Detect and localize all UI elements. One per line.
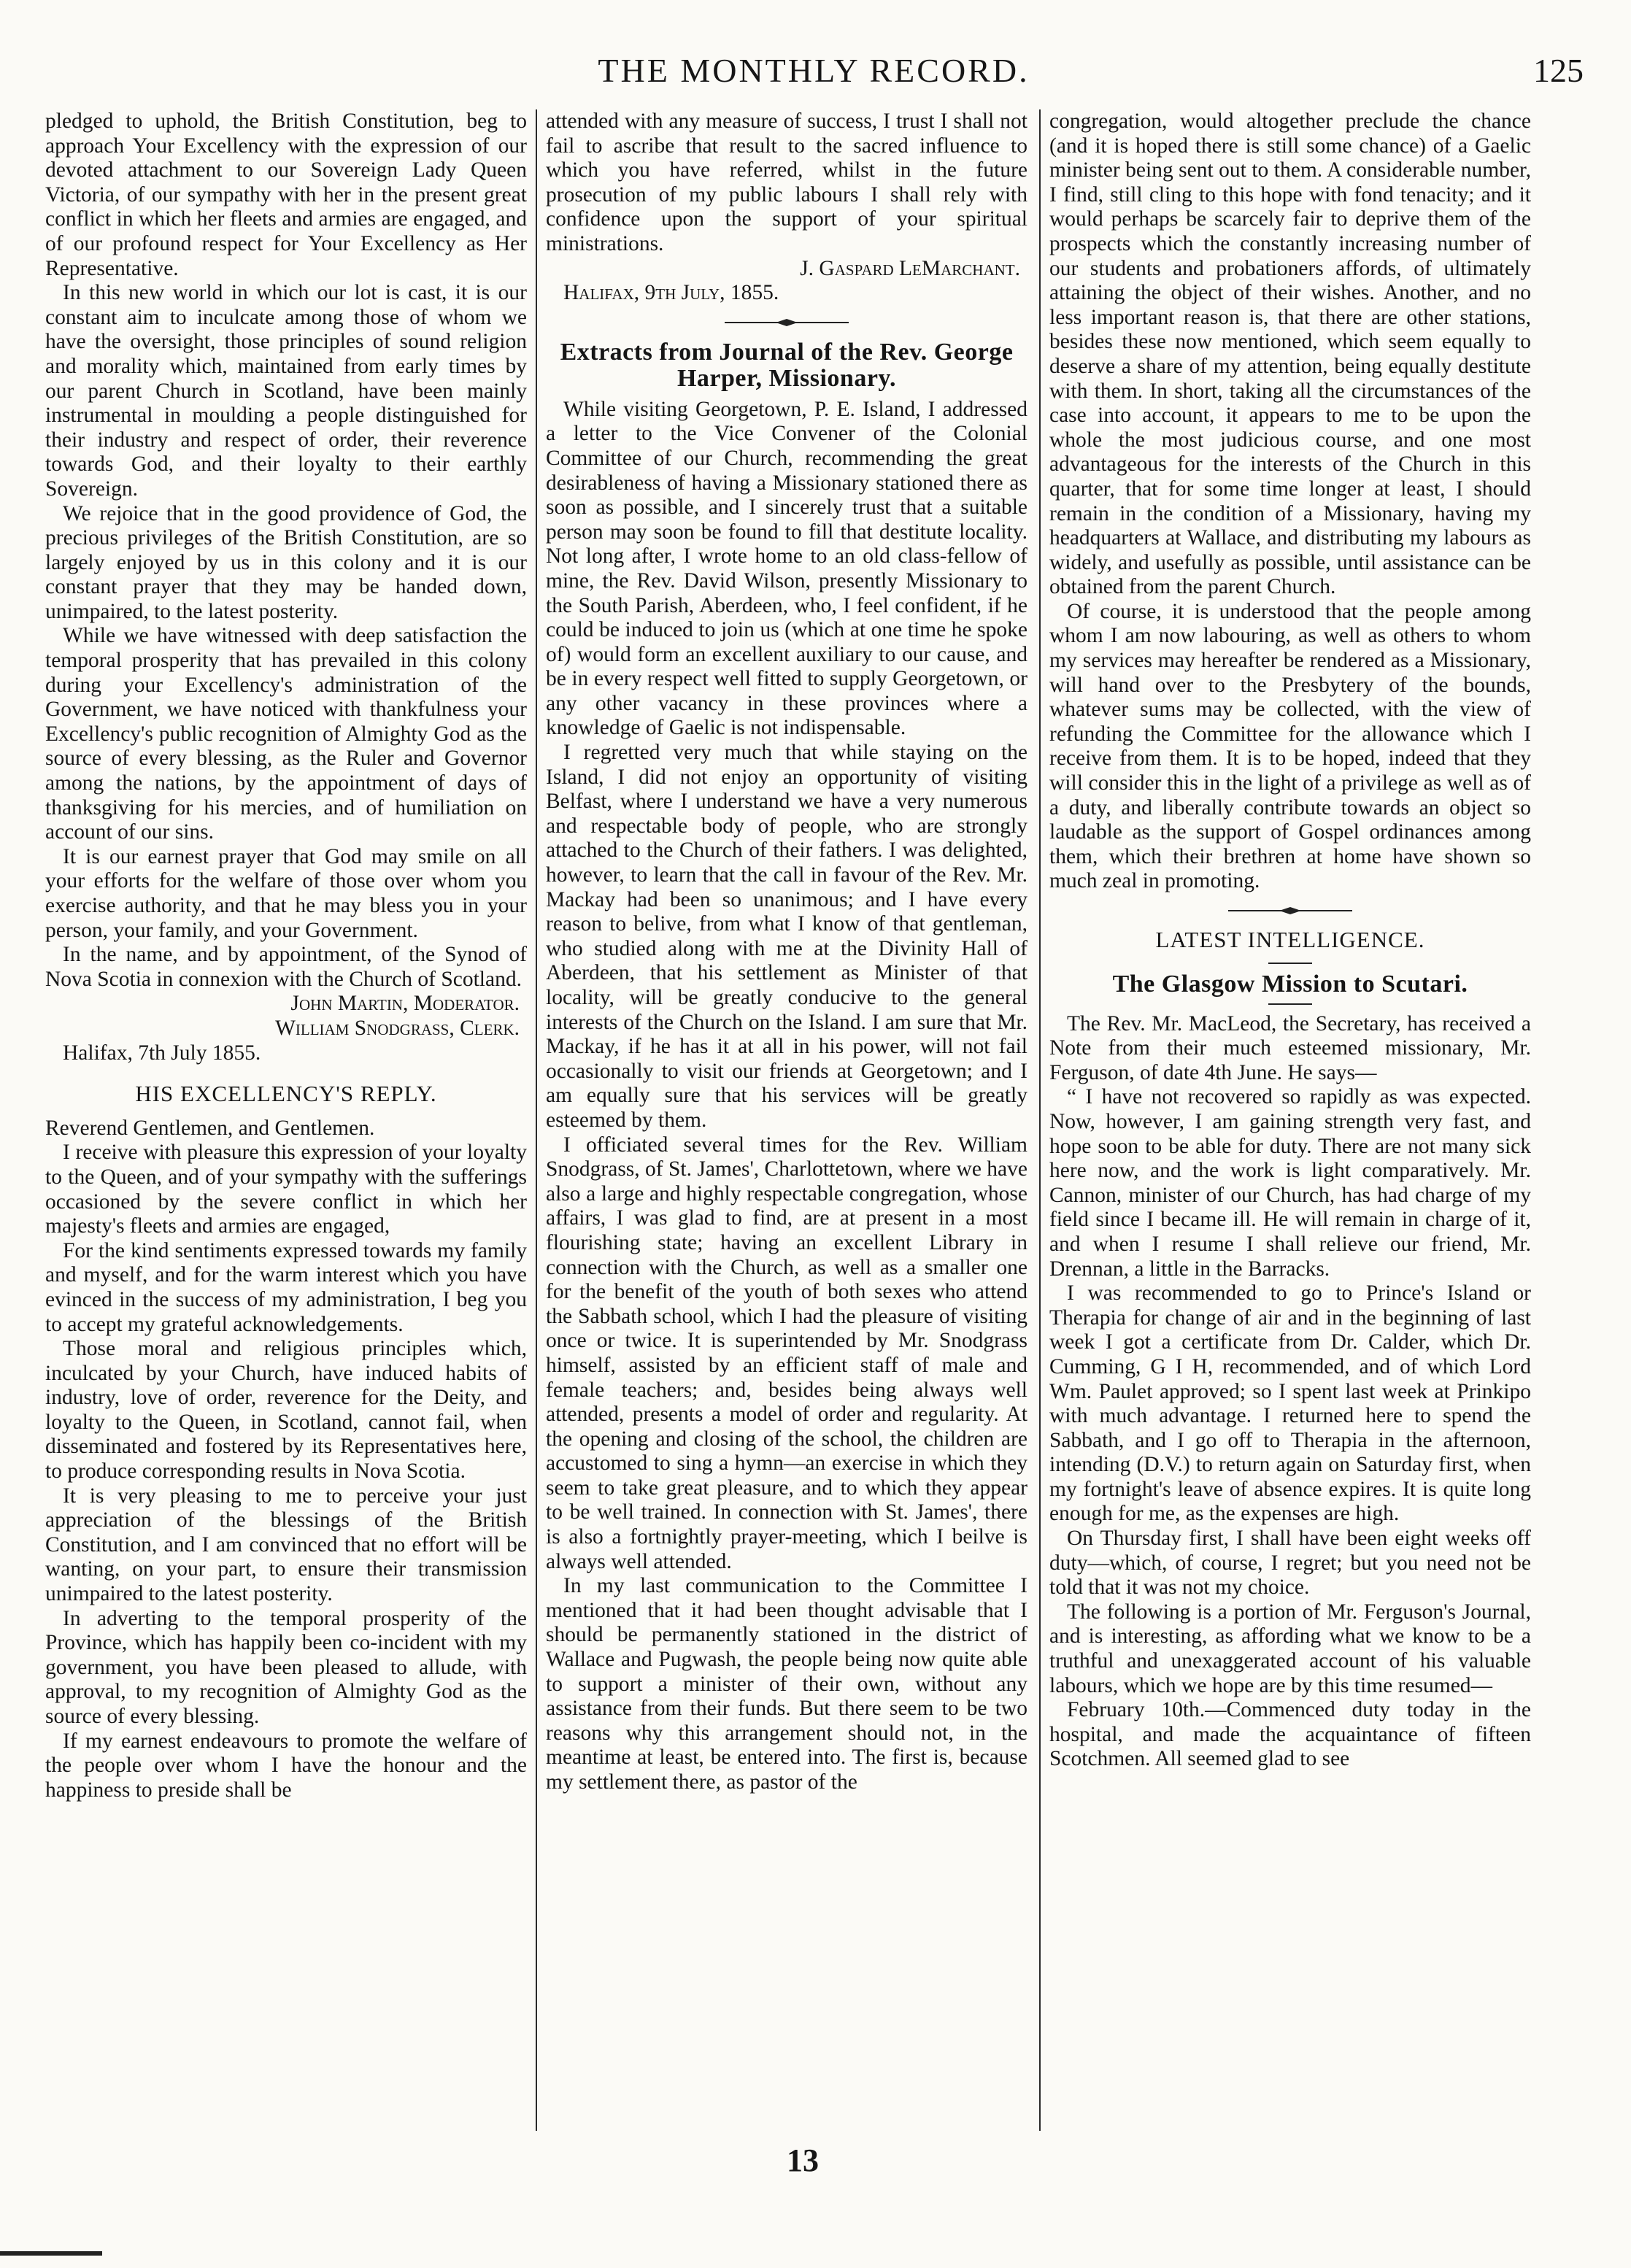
news-paragraph: The following is a portion of Mr. Ferguson's Journal, and is interesting, as affording what we know to be a truthful and unexaggerated account of his valuable labours, which we hope are by this time resumed— (1049, 1600, 1531, 1697)
page-header (44, 45, 1584, 104)
column-rule-left (536, 109, 537, 2131)
place-date: Halifax, 9th July, 1855. (563, 281, 779, 305)
journal-paragraph: I regretted very much that while staying on the Island, I did not enjoy an opportunity of visiting Belfast, where I understand we have a very numerous and respectable body of people, who are strongly attached to the Church of their fathers. I was delighted, however, to learn that the call in favour of the Rev. Mr. Mackay had been so unanimous; and I have every reason to belive, from what I know of that gentleman, who studied along with me at the Divinity Hall of Aberdeen, that his settlement as Minister of that locality, will be greatly conducive to the general interests of the Church on the Island. I am sure that Mr. Mackay, if he has it at all in his power, will not fail occasionally to visit our friends at Georgetown; and I am equally sure that his services will be greatly esteemed by them. (546, 741, 1027, 1132)
journal-heading: Extracts from Journal of the Rev. George Harper, Missionary. (560, 338, 1014, 392)
signature-mark: 13 (787, 2142, 819, 2178)
letter-paragraph: “ I have not recovered so rapidly as was expected. Now, however, I am gaining strength very fast, and hope soon to be able for duty. There are not many sick here now, and the work is light comparatively. Mr. Cannon, minister of our Church, has had charge of my field since I became ill. He will remain in charge of it, and when I resume I shall relieve our friend, Mr. Drennan, a little in the Barracks. (1049, 1085, 1531, 1281)
column-2 (546, 109, 1027, 2131)
address-paragraph: While we have witnessed with deep satisfaction the temporal prosperity that has prevailed in this colony during your Excellency's administration of the Government, we have noticed with thankfulness your Excellency's public recognition of Almighty God as the source of every blessing, as the Ruler and Governor among the nations, by the appointment of days of thanksgiving for his mercies, and of humiliation on account of our sins. (45, 624, 527, 844)
ornamental-rule (725, 319, 849, 326)
journal-paragraph: In my last communication to the Committee I mentioned that it had been thought advisable that I should be permanently stationed in the district of Wallace and Pugwash, the people being now quite able to support a minister of their own, without any assistance from their funds. But there seem to be two reasons why this arrangement should not, in the meantime at least, be entered into. The first is, because my settlement there, as pastor of the (546, 1574, 1027, 1794)
short-rule (1268, 963, 1312, 964)
address-paragraph: We rejoice that in the good providence of God, the precious privileges of the British Constitution, are so largely enjoyed by us in this colony and it is our constant prayer that they may be handed down, unimpaired, to the latest posterity. (45, 501, 527, 623)
address-paragraph: pledged to uphold, the British Constitution, beg to approach Your Excellency with the expression of our devoted attachment to our Sovereign Lady Queen Victoria, of our sympathy with her in the present great conflict in which her fleets and armies are engaged, and of our profound respect for Your Excellency as Her Representative. (45, 109, 527, 280)
journal-paragraph: congregation, would altogether preclude the chance (and it is hoped there is still some chance) of a Gaelic minister being sent out to them. A considerable number, I find, still cling to this hope with fond tenacity; and it would perhaps be scarcely fair to deprive them of the prospects which the constantly increasing number of our students and probationers affords, of ultimately attaining the object of their wishes. Another, and no less important reason is, that there are other stations, besides these now mentioned, which seem equally to deserve a share of my attention, being equally destitute with them. In short, taking all the circumstances of the case into account, it appears to me to be upon the whole the most judicious course, and one most advantageous for the interests of the Church in this quarter, that for some time longer at least, I should remain in the condition of a Missionary, having my headquarters at Wallace, and distributing my labours as widely, and usefully as possible, until assistance can be obtained from the parent Church. (1049, 109, 1531, 599)
ornamental-rule (1228, 907, 1352, 914)
journal-paragraph: While visiting Georgetown, P. E. Island, I addressed a letter to the Vice Convener of the Colonial Committee of our Church, recommending the great desirableness of having a Missionary stationed there as soon as possible, and I sincerely trust that a suitable person may soon be found to fill that destitute locality. Not long after, I wrote home to an old class-fellow of mine, the Rev. David Wilson, presently Missionary to the South Parish, Aberdeen, who, I feel confident, if he could be induced to join us (which at one time he spoke of) would form an excellent auxiliary to our cause, and be in every respect well fitted to supply Georgetown, or any other vacancy in these provinces where a knowledge of Gaelic is not indispensable. (546, 397, 1027, 740)
bottom-edge-mark (0, 2251, 102, 2256)
address-paragraph: In this new world in which our lot is cast, it is our constant aim to inculcate among those of whom we have the oversight, those principles of sound religion and morality which, maintained from early times by our parent Church in Scotland, have been mainly instrumental in moulding a people distinguished for their industry and respect of order, their reverence towards God, and their loyalty to their earthly Sovereign. (45, 281, 527, 501)
reply-paragraph: For the kind sentiments expressed towards my family and myself, and for the warm interest which you have evinced in the success of my administration, I beg you to accept my grateful acknowledgements. (45, 1238, 527, 1336)
reply-heading: HIS EXCELLENCY'S REPLY. (135, 1081, 437, 1107)
short-rule (1268, 1003, 1312, 1005)
reply-paragraph: If my earnest endeavours to promote the welfare of the people over whom I have the honour and the happiness to preside shall be (45, 1729, 527, 1802)
journal-paragraph: Of course, it is understood that the people among whom I am now labouring, as well as others to whom my services may hereafter be rendered as a Missionary, will hand over to the Presbytery of the bounds, whatever sums may be collected, with the view of refunding the Committee for the allowance which I receive from them. It is to be hoped, indeed that they will consider this in the light of a privilege as well as of a duty, and liberally contribute towards an object so laudable as the support of Gospel ordinances among them, which their brethren at home have shown so much zeal in promoting. (1049, 599, 1531, 893)
letter-paragraph: On Thursday first, I shall have been eight weeks off duty—which, of course, I regret; but you need not be told that it was not my choice. (1049, 1527, 1531, 1600)
reply-paragraph: I receive with pleasure this expression of your loyalty to the Queen, and of your sympathy with the sufferings occasioned by the severe conflict in which her majesty's fleets and armies are engaged, (45, 1141, 527, 1238)
reply-paragraph: Those moral and religious principles which, inculcated by your Church, have induced habits of industry, love of order, reverence for the Deity, and loyalty to the Queen, in Scotland, cannot fail, when disseminated and fostered by its Representatives here, to produce corresponding results in Nova Scotia. (45, 1337, 527, 1484)
signature-governor: J. Gaspard LeMarchant. (800, 256, 1020, 280)
column-3 (1049, 109, 1531, 2131)
place-date: Halifax, 7th July 1855. (63, 1041, 261, 1065)
signature-clerk: William Snodgrass, Clerk. (275, 1016, 520, 1040)
journal-entry: February 10th.—Commenced duty today in the hospital, and made the acquaintance of fifteen Scotchmen. All seemed glad to see (1049, 1698, 1531, 1771)
address-paragraph: In the name, and by appointment, of the Synod of Nova Scotia in connexion with the Church of Scotland. (45, 943, 527, 991)
column-1 (45, 109, 527, 2131)
journal-paragraph: I officiated several times for the Rev. William Snodgrass, of St. James', Charlottetown, where we have also a large and highly respectable congregation, whose affairs, I was glad to find, are at present in a most flourishing state; having an excellent Library in connection with the Church, as well as a smaller one for the benefit of the youth of both sexes who attend the Sabbath school, which I had the pleasure of visiting once or twice. It is superintended by Mr. Snodgrass himself, assisted by an efficient staff of male and female teachers; and, besides being always well attended, presents a model of order and regularity. At the opening and closing of the school, the children are accustomed to sing a hymn—an exercise in which they seem to take great pleasure, and to which they appear to be well trained. In connection with St. James', there is also a fortnightly prayer-meeting, which I beilve is always well attended. (546, 1133, 1027, 1573)
reply-paragraph: attended with any measure of success, I trust I shall not fail to ascribe that result to the sacred influence to which you have referred, whilst in the future prosecution of my public labours I shall rely with confidence upon the support of your spiritual ministrations. (546, 109, 1027, 255)
salutation: Reverend Gentlemen, and Gentlemen. (45, 1116, 375, 1140)
reply-paragraph: In adverting to the temporal prosperity of the Province, which has happily been co-incident with my government, you have been pleased to allude, with approval, to my recognition of Almighty God as the source of every blessing. (45, 1606, 527, 1728)
address-paragraph: It is our earnest prayer that God may smile on all your efforts for the welfare of those over whom you exercise authority, and that he may bless you in your person, your family, and your Government. (45, 844, 527, 942)
page-number: 125 (1533, 52, 1584, 89)
glasgow-mission-heading: The Glasgow Mission to Scutari. (1112, 970, 1468, 998)
signature-moderator: John Martin, Moderator. (290, 992, 520, 1016)
running-title: THE MONTHLY RECORD. (598, 52, 1030, 89)
news-paragraph: The Rev. Mr. MacLeod, the Secretary, has received a Note from their much esteemed missionary, Mr. Ferguson, of date 4th June. He says— (1049, 1011, 1531, 1084)
column-rule-right (1039, 109, 1041, 2131)
reply-paragraph: It is very pleasing to me to perceive your just appreciation of the blessings of the British Constitution, and I am convinced that no effort will be wanting, on your part, to ensure their transmission unimpaired to the latest posterity. (45, 1484, 527, 1606)
letter-paragraph: I was recommended to go to Prince's Island or Therapia for change of air and in the beginning of last week I got a certificate from Dr. Calder, which Dr. Cumming, G I H, recommended, and of which Lord Wm. Paulet approved; so I spent last week at Prinkipo with much advantage. I returned here to spend the Sabbath, and I go off to Therapia in the afternoon, intending (D.V.) to return again on Saturday first, when my fortnight's leave of absence expires. It is quite long enough for me, as the expenses are high. (1049, 1281, 1531, 1526)
latest-intelligence-heading: LATEST INTELLIGENCE. (1155, 927, 1425, 952)
